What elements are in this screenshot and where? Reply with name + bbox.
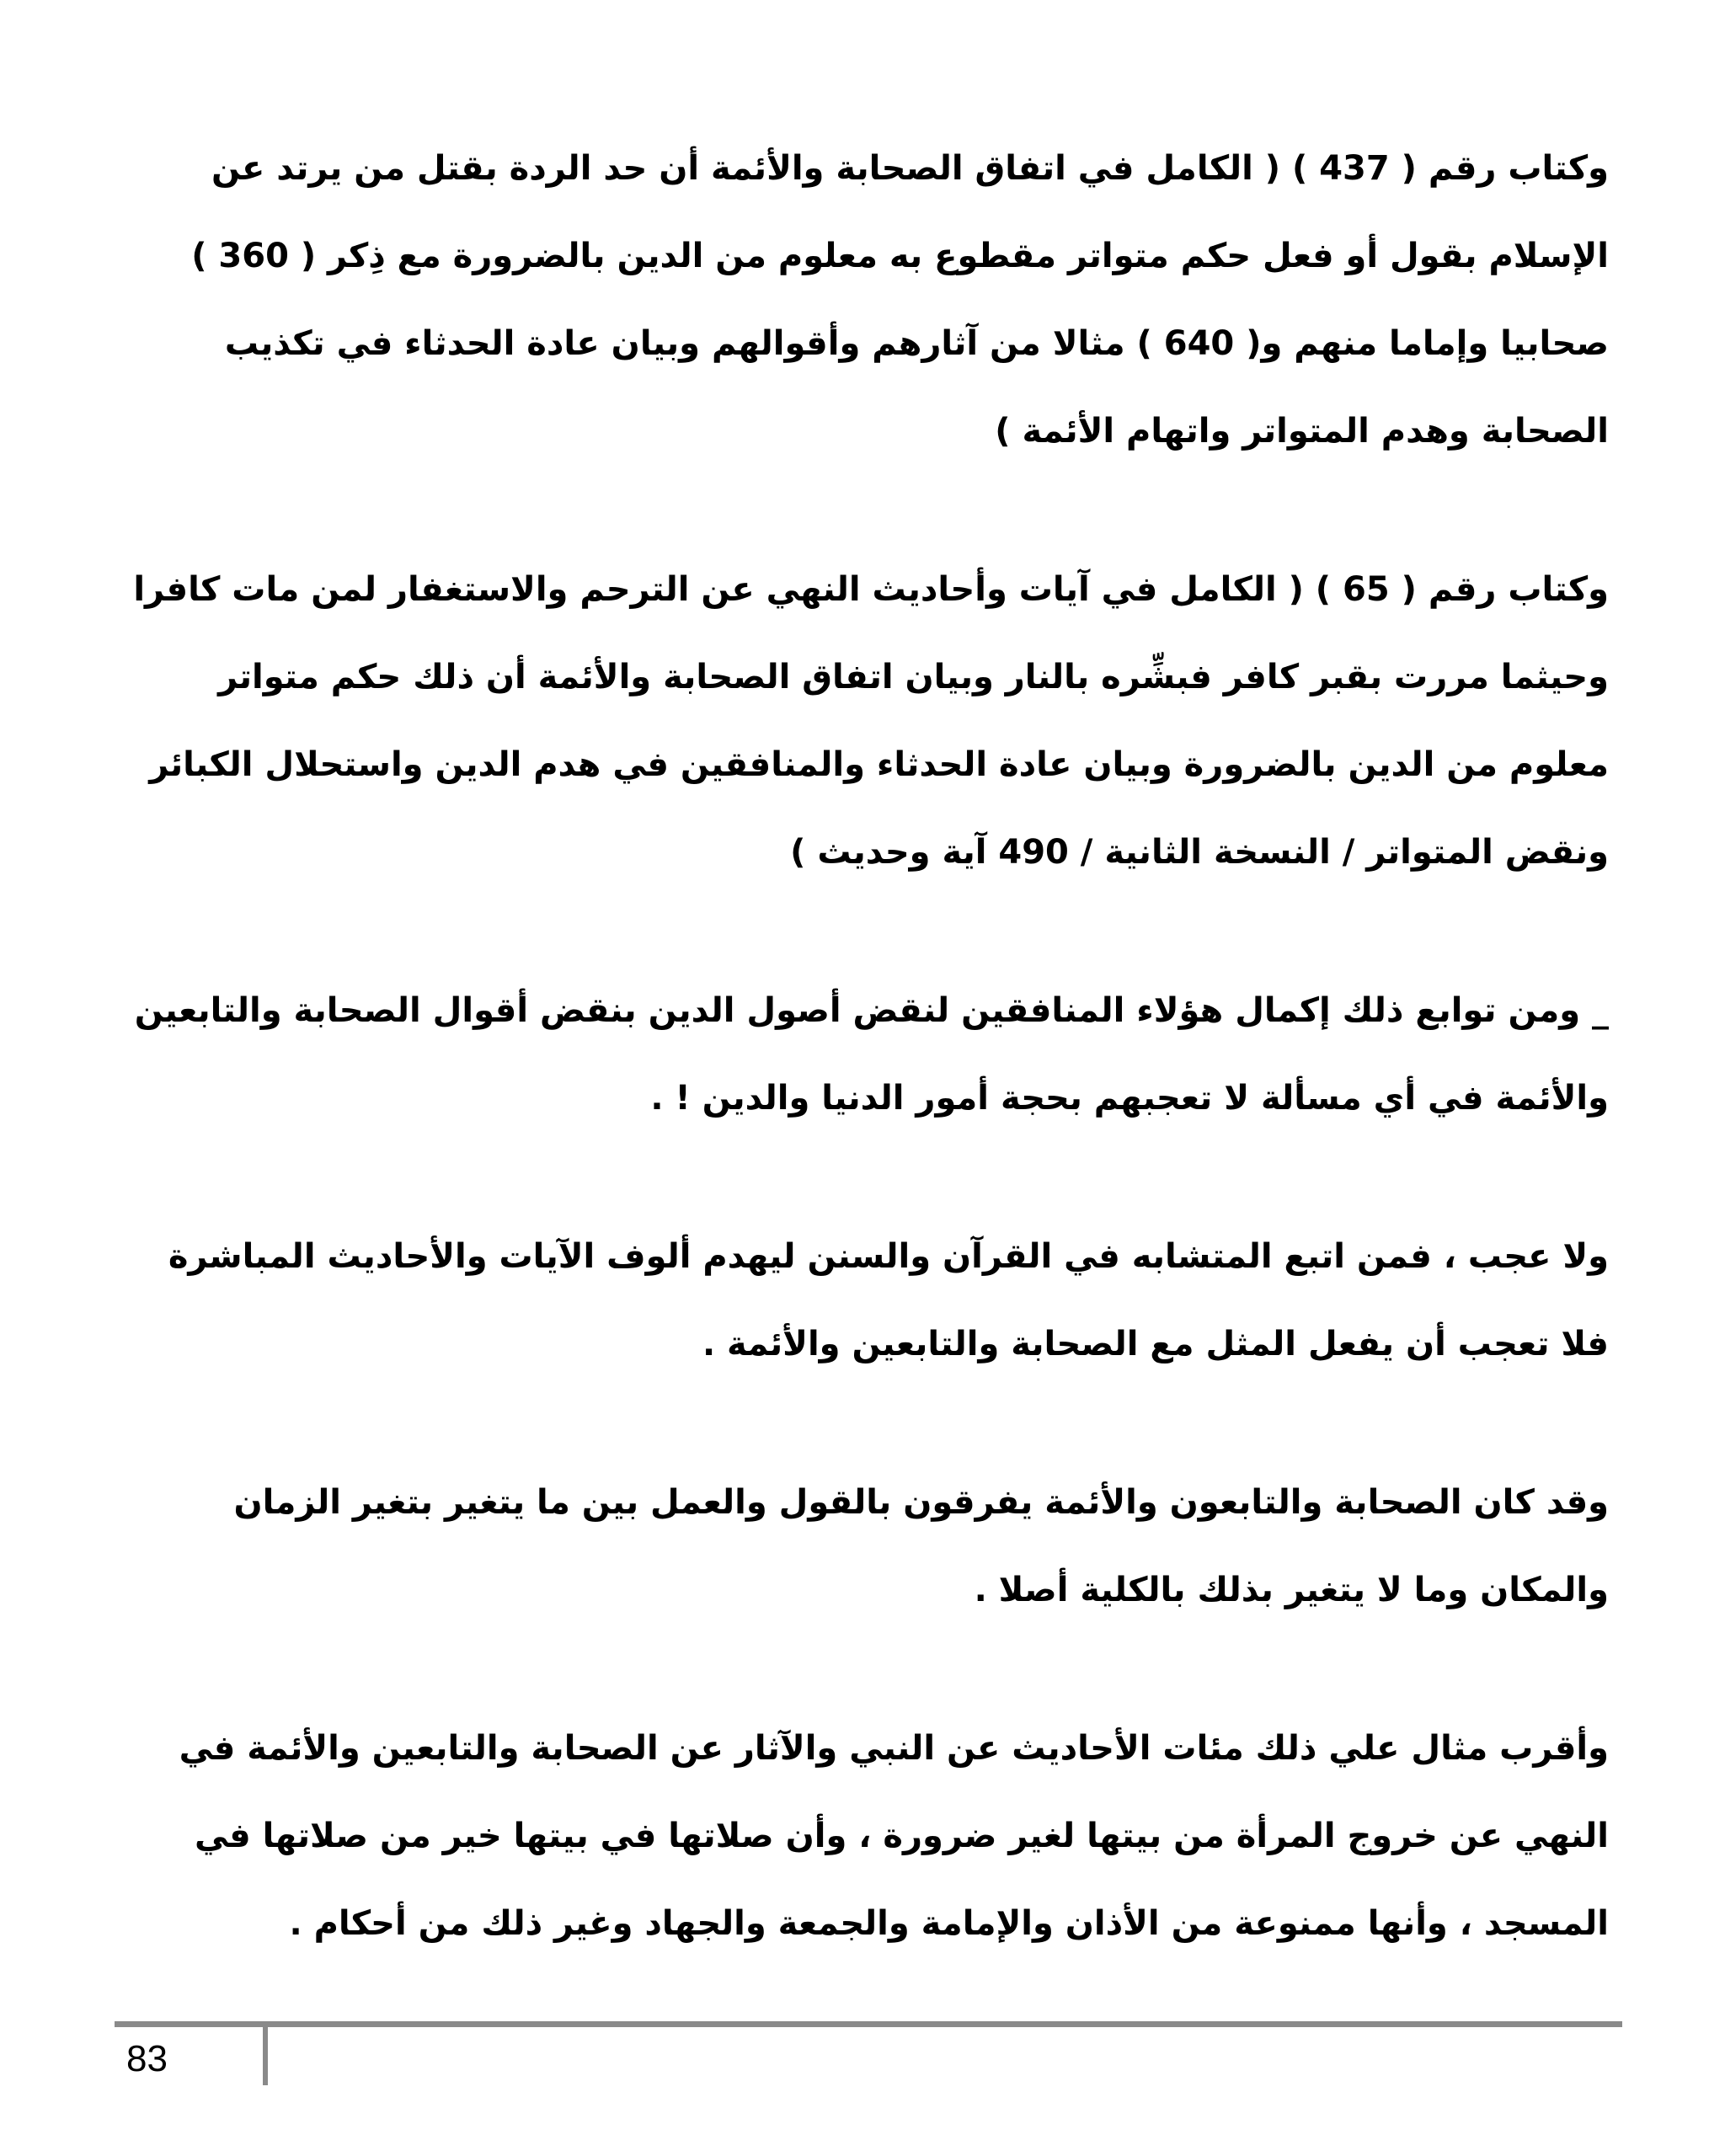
paragraph-2: وكتاب رقم ( 65 ) ( الكامل في آيات وأحاديث النهي عن الترحم والاستغفار لمن مات كافرا وحيثما مررت بقبر كافر فبشِّره بالنار وبيان اتفاق الصحابة والأئمة أن ذلك حكم متواتر معلوم من الدين بالضرورة وبيان عادة الحدثاء والمنافقين في هدم الدين واستحلال الكبائر ونقض المتواتر / النسخة الثانية / 490 آية وحديث ) — [133, 570, 1609, 872]
paragraph-5: وقد كان الصحابة والتابعون والأئمة يفرقون بالقول والعمل بين ما يتغير بتغير الزمان والمكان وما لا يتغير بذلك بالكلية أصلا . — [233, 1483, 1609, 1609]
body-text — [126, 125, 1609, 1967]
paragraph-6: وأقرب مثال علي ذلك مئات الأحاديث عن النبي والآثار عن الصحابة والتابعين والأئمة في النهي عن خروج المرأة من بيتها لغير ضرورة ، وأن صلاتها في بيتها خير من صلاتها في المسجد ، وأنها ممنوعة من الأذان والإمامة والجمعة والجهاد وغير ذلك من أحكام . — [179, 1729, 1609, 1943]
paragraph-4: ولا عجب ، فمن اتبع المتشابه في القرآن والسنن ليهدم ألوف الآيات والأحاديث المباشرة فلا تعجب أن يفعل المثل مع الصحابة والتابعين والأئمة . — [168, 1237, 1609, 1364]
footer-divider-tick — [263, 2021, 268, 2085]
footer-rule — [115, 2021, 1622, 2027]
page-number: 83 — [126, 2038, 168, 2079]
paragraph-1: وكتاب رقم ( 437 ) ( الكامل في اتفاق الصحابة والأئمة أن حد الردة بقتل من يرتد عن الإسلام بقول أو فعل حكم متواتر مقطوع به معلوم من الدين بالضرورة مع ذِكر ( 360 ) صحابيا وإماما منهم و( 640 ) مثالا من آثارهم وأقوالهم وبيان عادة الحدثاء في تكذيب الصحابة وهدم المتواتر واتهام الأئمة ) — [191, 149, 1609, 451]
paragraph-3: _ ومن توابع ذلك إكمال هؤلاء المنافقين لنقض أصول الدين بنقض أقوال الصحابة والتابعين والأئمة في أي مسألة لا تعجبهم بحجة أمور الدنيا والدين ! . — [134, 991, 1609, 1118]
